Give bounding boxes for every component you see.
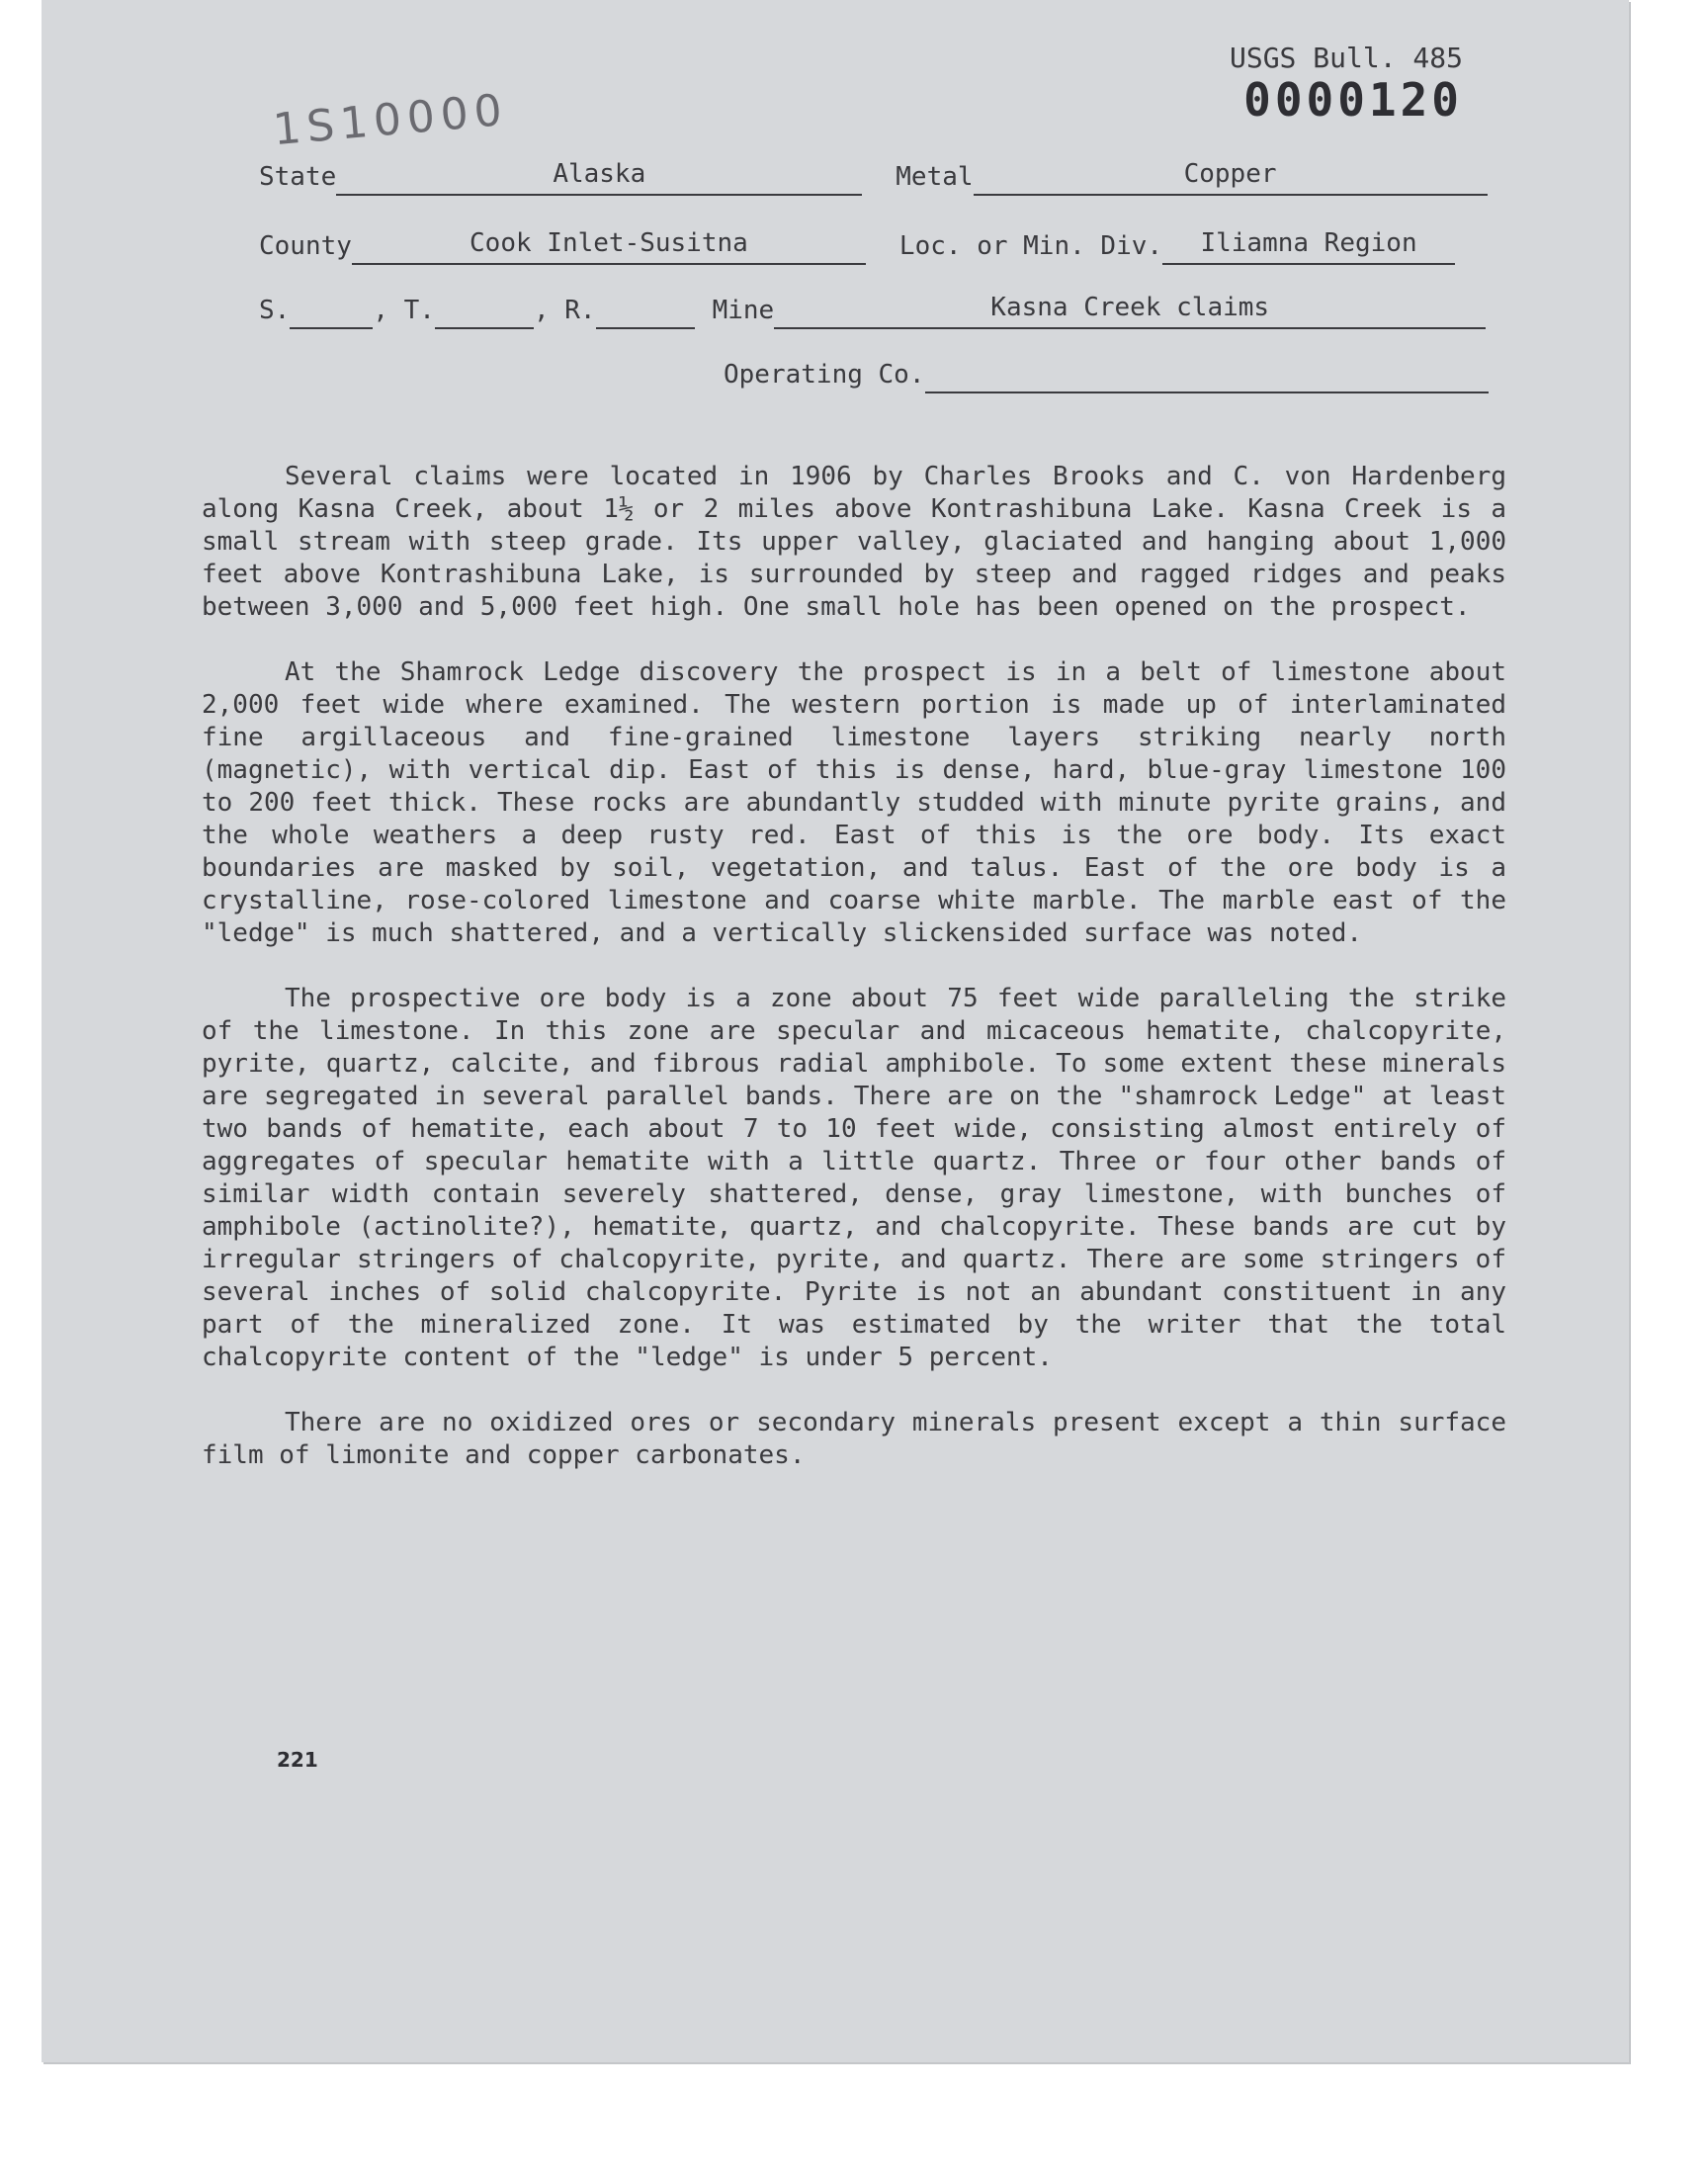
t-value: [435, 292, 534, 329]
operating-co-label: Operating Co.: [724, 360, 925, 390]
metal-label: Metal: [896, 162, 974, 192]
mine-label: Mine: [712, 296, 775, 325]
paragraph-4: There are no oxidized ores or secondary minerals present except a thin surface film of limonite and copper carbonates.: [202, 1408, 1506, 1470]
bulletin-reference: USGS Bull. 485: [1229, 42, 1463, 74]
serial-number-stamp: 0000120: [1243, 73, 1463, 127]
county-value: Cook Inlet-Susitna: [352, 227, 866, 265]
r-value: [596, 292, 695, 329]
t-label: , T.: [373, 296, 435, 325]
paragraph-2: At the Shamrock Ledge discovery the prospect is in a belt of limestone about 2,000 feet wide where examined. The western portion is made up of interlaminated fine argillaceous and fine-grained limestone layers striking nearly north (magnetic), with vertical dip. East of this is dense, hard, blue-gray limestone 100 to 200 feet thick. These rocks are abundantly studded with minute pyrite grains, and the whole weathers a deep rusty red. East of this is the ore body. Its exact boundaries are masked by soil, vegetation, and talus. East of the ore body is a crystalline, rose-colored limestone and coarse white marble. The marble east of the "ledge" is much shattered, and a vertically slickensided surface was noted.: [202, 657, 1506, 948]
s-label: S.: [259, 296, 291, 325]
county-label: County: [259, 231, 352, 261]
s-value: [290, 292, 373, 329]
r-label: , R.: [533, 296, 596, 325]
form-row-county-loc: [259, 227, 1544, 265]
operating-co-value: [925, 356, 1489, 393]
form-row-operating: [724, 356, 1544, 393]
form-row-str-mine: [259, 292, 1544, 329]
paragraph-1: Several claims were located in 1906 by Charles Brooks and C. von Hardenberg along Kasna Creek, about 1½ or 2 miles above Kontrashibuna Lake. Kasna Creek is a small stream with steep grade. Its upper valley, glaciated and hanging about 1,000 feet above Kontrashibuna Lake, is surrounded by steep and ragged ridges and peaks between 3,000 and 5,000 feet high. One small hole has been opened on the prospect.: [202, 462, 1506, 622]
document-page: [42, 0, 1629, 2062]
loc-value: Iliamna Region: [1162, 227, 1455, 265]
state-label: State: [259, 162, 337, 192]
state-value: Alaska: [336, 158, 862, 196]
handwritten-number: 1S10000: [271, 84, 510, 156]
form-row-state-metal: [259, 158, 1544, 196]
body-text: [202, 461, 1506, 1505]
mine-value: Kasna Creek claims: [774, 292, 1486, 329]
loc-label: Loc. or Min. Div.: [898, 231, 1163, 261]
page-number: 221: [277, 1748, 318, 1772]
paragraph-3: The prospective ore body is a zone about 75 feet wide paralleling the strike of the limestone. In this zone are specular and micaceous hematite, chalcopyrite, pyrite, quartz, calcite, and fibrous radial amphibole. To some extent these minerals are segregated in several parallel bands. There are on the "shamrock Ledge" at least two bands of hematite, each about 7 to 10 feet wide, consisting almost entirely of aggregates of specular hematite with a little quartz. Three or four other bands of similar width contain severely shattered, dense, gray limestone, with bunches of amphibole (actinolite?), hematite, quartz, and chalcopyrite. These bands are cut by irregular stringers of chalcopyrite, pyrite, and quartz. There are some stringers of several inches of solid chalcopyrite. Pyrite is not an abundant constituent in any part of the mineralized zone. It was estimated by the writer that the total chalcopyrite content of the "ledge" is under 5 percent.: [202, 984, 1506, 1372]
metal-value: Copper: [974, 158, 1488, 196]
